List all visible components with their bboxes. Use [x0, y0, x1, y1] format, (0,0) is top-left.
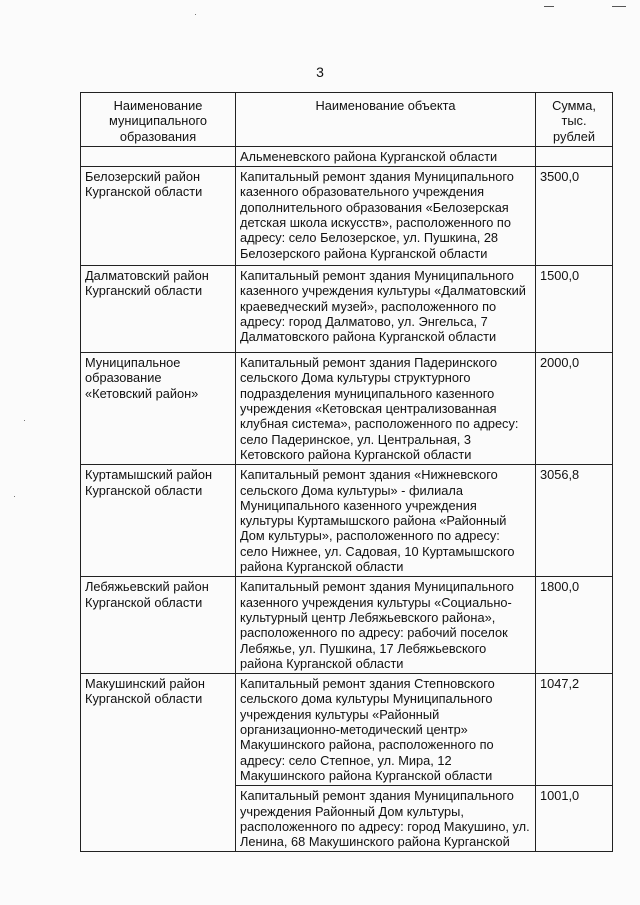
municipality-cell: Макушинский район Курганской области [81, 674, 236, 852]
scan-speck [24, 420, 25, 421]
table-row-continuation [81, 146, 613, 166]
object-cell: Капитальный ремонт здания Степновского сельского дома культуры Муниципального учреждения культуры «Районный организационно-методический центр» Макушинского района, расположенного по адресу: село Степное, ул. Мира, 12 Макушинского района Курганской области [236, 674, 536, 786]
scan-mark [544, 6, 554, 7]
object-cell: Капитальный ремонт здания Муниципального казенного образовательного учреждения дополнительного образования «Белозерская детская школа искусств», расположенного по адресу: село Белозерское, ул. Пушкина, 28 Белозерского района Курганской области [236, 167, 536, 266]
table-row [81, 577, 613, 674]
sum-cell [536, 146, 613, 166]
header-municipality: Наименование муниципального образования [81, 93, 236, 147]
sum-cell: 3056,8 [536, 465, 613, 577]
municipality-cell: Лебяжьевский район Курганской области [81, 577, 236, 674]
municipality-cell: Белозерский район Курганской области [81, 167, 236, 266]
scan-mark [612, 6, 626, 7]
header-sum: Сумма, тыс. рублей [536, 93, 613, 147]
object-cell: Капитальный ремонт здания Падеринского сельского Дома культуры структурного подразделения муниципального казенного учреждения «Кетовская централизованная клубная система», расположенного по адресу: село Падеринское, ул. Центральная, 3 Кетовского района Курганской области [236, 353, 536, 465]
sum-cell: 1001,0 [536, 786, 613, 852]
scan-speck [195, 14, 196, 15]
sum-cell: 1800,0 [536, 577, 613, 674]
table-row [81, 674, 613, 786]
table-row [81, 167, 613, 266]
object-cell: Капитальный ремонт здания Муниципального казенного учреждения культуры «Социально-культурный центр Лебяжьевского района», расположенного по адресу: рабочий поселок Лебяжье, ул. Пушкина, 17 Лебяжьевского района Курганской области [236, 577, 536, 674]
sum-cell: 3500,0 [536, 167, 613, 266]
object-cell: Капитальный ремонт здания Муниципального учреждения Районный Дом культуры, расположенного по адресу: город Макушино, ул. Ленина, 68 Макушинского района Курганской [236, 786, 536, 852]
municipality-cell [81, 146, 236, 166]
object-cell: Альменевского района Курганской области [236, 146, 536, 166]
page-number: 3 [316, 64, 324, 80]
sum-cell: 2000,0 [536, 353, 613, 465]
table-header-row [81, 93, 613, 147]
table-row [81, 266, 613, 353]
header-object: Наименование объекта [236, 93, 536, 147]
table-row [81, 465, 613, 577]
object-cell: Капитальный ремонт здания Муниципального казенного учреждения культуры «Далматовский краеведческий музей», расположенного по адресу: город Далматово, ул. Энгельса, 7 Далматовского района Курганской области [236, 266, 536, 353]
municipality-cell: Далматовский район Курганский области [81, 266, 236, 353]
scan-speck [14, 496, 15, 497]
municipality-cell: Куртамышский район Курганской области [81, 465, 236, 577]
sum-cell: 1047,2 [536, 674, 613, 786]
municipality-cell: Муниципальное образование «Кетовский район» [81, 353, 236, 465]
table-row [81, 353, 613, 465]
sum-cell: 1500,0 [536, 266, 613, 353]
object-cell: Капитальный ремонт здания «Нижневского сельского Дома культуры» - филиала Муниципального казенного учреждения культуры Куртамышского района «Районный Дом культуры», расположенного по адресу: село Нижнее, ул. Садовая, 10 Куртамышского района Курганской области [236, 465, 536, 577]
funding-table [80, 92, 613, 852]
